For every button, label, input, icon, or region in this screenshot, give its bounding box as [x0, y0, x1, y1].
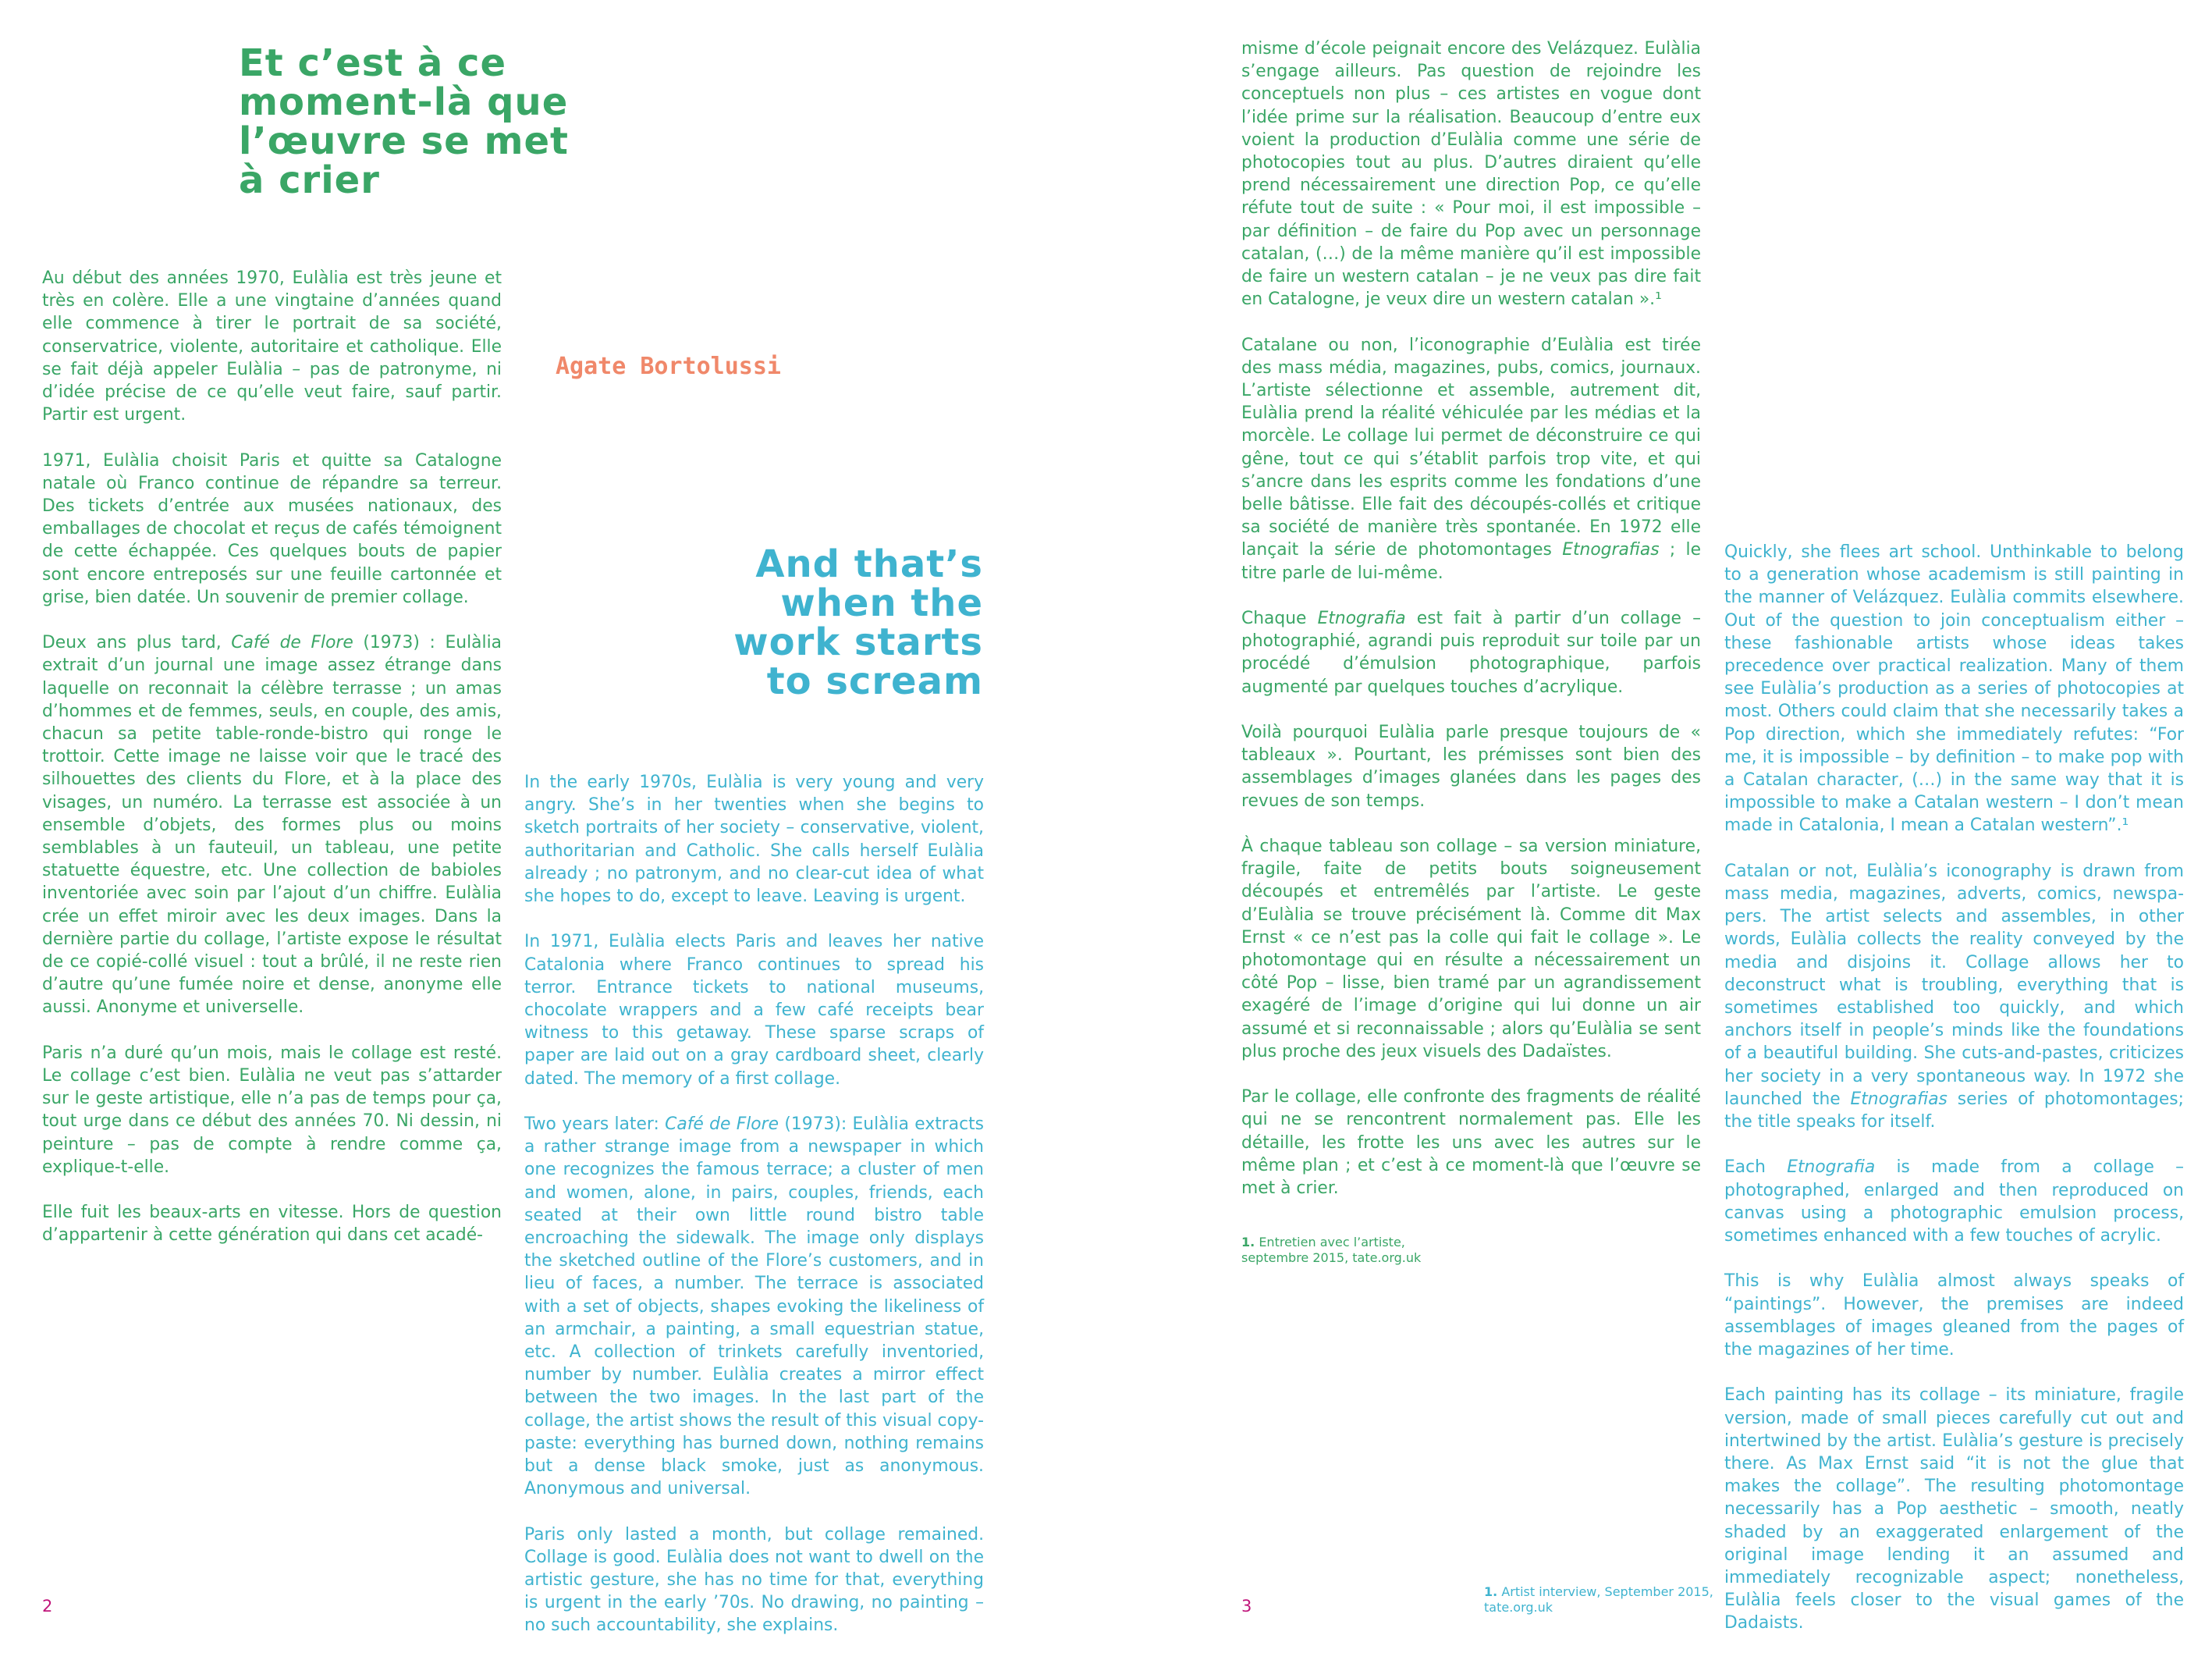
series-title: Etnografia [1787, 1157, 1876, 1178]
title-french-line: moment-là que [239, 80, 569, 124]
title-english [609, 542, 983, 703]
paragraph: Paris n’a duré qu’un mois, mais le collage est resté. Le collage c’est bien. Eulàlia ne veut pas s’attarder sur le geste artistique, elle n’a pas de temps pour ça, tout urge dans ce début des années 70. Ni dessin, ni peinture – pas de compte à rendre comme ça, explique-t-elle. [42, 1043, 502, 1177]
title-english-line: And that’s [755, 542, 983, 586]
title-english-line: to scream [766, 659, 983, 703]
footnote-french [1241, 1235, 1475, 1266]
text-run: est fait à partir d’un collage – photographié, agrandi puis reproduit sur toile par un procédé d’émulsion photographique, parfois augmenté par quelques touches d’acrylique. [1241, 609, 1701, 697]
text-run: (1973): Eulàlia extracts a rather strange image from a newspaper in which one recognizes the famous terrace; a cluster of men and women, alone, in pairs, couples, friends, each seated at their own little round bistro table encroaching the sidewalk. The image only displays the sketched outline of the Flore’s customers, and in lieu of faces, a number. The terrace is associated with a set of objects, shapes evoking the likeliness of an armchair, a painting, a small equestrian statue, etc. A collection of trinkets carefully inventoried, number by number. Eulàlia creates a mirror effect between the two images. In the last part of the collage, the artist shows the result of this visual copy-paste: everything has burned down, nothing remains but a dense black smoke, just as anonymous. Anonymous and universal. [524, 1114, 984, 1499]
paragraph [1724, 860, 2184, 1133]
title-french-line: à crier [239, 158, 380, 202]
text-run: Each [1724, 1157, 1788, 1178]
paragraph: Paris only lasted a month, but collage remained. Collage is good. Eulàlia does not want to dwell on the artistic gesture, she has no time for that, everything is urgent in the early ’70s. No drawing, no painting – no such accountability, she explains. [524, 1524, 984, 1636]
french-column-right [1241, 37, 1701, 1222]
paragraph [1724, 1156, 2184, 1247]
paragraph: Au début des années 1970, Eulàlia est très jeune et très en colère. Elle a une vingtaine d’années quand elle commence à tirer le portrait de sa société, conservatrice, violente, autoritaire et catholique. Elle se fait déjà appeler Eulàlia – pas de patronyme, ni d’idée précise de ce qu’elle veut faire, sauf partir. Partir est urgent. [42, 268, 502, 425]
paragraph: À chaque tableau son collage – sa version miniature, fragile, faite de petits bouts soigneusement découpés et entremêlés par l’artiste. Le geste d’Eulàlia se trouve précisément là. Comme dit Max Ernst « ce n’est pas la colle qui fait le collage ». Le photomontage qui en résulte a nécessairement un côté Pop – lisse, bien tramé par un agrandissement exagéré de l’image d’origine qui lui donne un air assumé et si reconnaissable ; alors qu’Eulàlia se sent plus proche des jeux visuels des Dadaïstes. [1241, 837, 1701, 1061]
paragraph: Elle fuit les beaux-arts en vitesse. Hors de question d’appartenir à cette génération qui dans cet acadé- [42, 1203, 502, 1246]
series-title: Etnografias [1850, 1089, 1947, 1109]
paragraph [1241, 607, 1701, 698]
paragraph: Voilà pourquoi Eulàlia parle presque toujours de « tableaux ». Pourtant, les prémisses sont bien des assemblages d’images glanées dans les pages des revues de son temps. [1241, 723, 1701, 811]
footnote-english [1484, 1584, 1718, 1616]
text-run: (1973) : Eulàlia extrait d’un journal une image assez étrange dans laquelle on reconnait la célèbre terrasse ; un amas d’hommes et de femmes, seuls, en couple, des amis, chacun sa petite table-ronde-bistro qui ronge le trottoir. Cette image ne laisse voir que le tracé des silhouettes des clients du Flore, et à la place des visages, un numéro. La terrasse est associée à un ensemble d’objets, des formes plus ou moins semblables à un fauteuil, un tableau, une petite statuette équestre, etc. Une collection de babioles inventoriée avec soin par l’ajout d’un chiffre. Eulàlia crée un effet miroir avec les deux images. Dans la dernière partie du collage, l’artiste expose le résultat de ce copié-collé visuel : tout a brûlé, il ne reste rien d’autre qu’une fumée noire et dense, anonyme elle aussi. Anonyme et universelle. [42, 633, 502, 1018]
paragraph: Quickly, she flees art school. Unthinkable to belong to a generation whose academism is still painting in the manner of Velázquez. Eulàlia commits elsewhere. Out of the question to join conceptualism either – these fashionable artists whose ideas takes precedence over practical realization. Many of them see Eulàlia’s production as a series of photocopies at most. Others could claim that she necessarily takes a Pop direction, which she immediately refutes: “For me, it is impossible – by definition – to make pop with a Catalan character, (…) in the same way that it is impossible to make a Catalan western – I don’t mean made in Catalonia, I mean a Catalan western”.¹ [1724, 542, 2184, 836]
paragraph: In the early 1970s, Eulàlia is very young and very angry. She’s in her twenties when she begins to sketch portraits of her society – conservative, violent, authoritarian and Catholic. She calls herself Eulàlia already ; no patronym, and no clear-cut idea of what she hopes to do, except to leave. Leaving is urgent. [524, 773, 984, 907]
paragraph: Each painting has its collage – its miniature, fragile version, made of small pieces carefully cut out and intertwined by the artist. Eulàlia’s gesture is precisely there. As Max Ernst said “it is not the glue that makes the collage”. The resulting photomontage necessarily has a Pop aesthetic – smooth, neatly shaded by an exaggerated enlargement of the original image lending it an assumed and immediately recognizable aspect; nonetheless, Eulàlia feels closer to the visual games of the Dadaists. [1724, 1385, 2184, 1633]
text-run: is made from a collage – photographed, enlarged and then reproduced on canvas using a photographic emulsion process, sometimes enhanced with a few touches of acrylic. [1724, 1157, 2184, 1246]
series-title: Etnografias [1562, 540, 1660, 560]
title-french-line: l’œuvre se met [239, 119, 569, 163]
text-run: Catalan or not, Eulàlia’s iconography is drawn from mass media, magazines, adverts, comics, newspapers. The artist selects and assembles, in other words, Eulàlia collects the reality conveyed by the media and disjoins it. Collage allows her to deconstruct what is troubling, everything that is sometimes established too quickly, and which anchors itself in people’s minds like the foundations of a beautiful building. She cuts-and-pastes, criticizes her society in a very spontaneous way. In 1972 she launched the [1724, 861, 2184, 1109]
text-run: Catalane ou non, l’iconographie d’Eulàlia est tirée des mass média, magazines, pubs, comics, journaux. L’artiste sélectionne et assemble, autrement dit, Eulàlia prend la réalité véhiculée par les médias et la morcèle. Le collage lui permet de déconstruire ce qui gêne, tout ce qui s’établit parfois trop vite, et qui s’ancre dans les esprits comme les fondations d’une belle bâtisse. Elle fait des découpés-collés et critique sa société de manière très spontanée. En 1972 elle lançait la série de photomontages [1241, 335, 1701, 560]
paragraph: Par le collage, elle confronte des fragments de réalité qui ne se rencontrent normalement pas. Elle les détaille, les frotte les uns avec les autres sur le même plan ; et c’est à ce moment-là que l’œuvre se met à crier. [1241, 1087, 1701, 1199]
footnote-number: 1. [1241, 1235, 1255, 1249]
title-english-line: when the [780, 581, 983, 625]
paragraph: 1971, Eulàlia choisit Paris et quitte sa Catalogne natale où Franco continue de répandre sa terreur. Des tickets d’entrée aux musées nationaux, des emballages de chocolat et reçus de cafés témoignent de cette échappée. Ces quelques bouts de papier sont encore entreposés sur une feuille cartonnée et grise, bien datée. Un souvenir de premier collage. [42, 450, 502, 607]
author-name: Agate Bortolussi [556, 353, 781, 380]
artwork-title: Café de Flore [231, 633, 353, 653]
paragraph [42, 631, 502, 1018]
paragraph [1241, 334, 1701, 585]
footnote-text: Entretien avec l’artiste, septembre 2015, tate.org.uk [1241, 1235, 1422, 1265]
text-run: series of photomontages; the title speaks for itself. [1724, 1089, 2184, 1132]
series-title: Etnografia [1317, 609, 1406, 629]
page-number-left: 2 [42, 1597, 53, 1616]
title-french [239, 41, 707, 202]
text-run: Two years later: [524, 1114, 666, 1135]
footnote-number: 1. [1484, 1584, 1498, 1599]
paragraph: In 1971, Eulàlia elects Paris and leaves her native Catalonia where Franco continues to spread his terror. Entrance tickets to national museums, chocolate wrappers and a few café receipts bear witness to this getaway. These sparse scraps of paper are laid out on a gray cardboard sheet, clearly dated. The memory of a first collage. [524, 932, 984, 1089]
title-english-line: work starts [733, 620, 983, 664]
footnote-text: Artist interview, September 2015, tate.org.uk [1484, 1584, 1713, 1615]
paragraph: misme d’école peignait encore des Velázquez. Eulàlia s’engage ailleurs. Pas question de rejoindre les conceptuels non plus – ces artistes en vogue dont l’idée prime sur la réalisation. Beaucoup d’entre eux voient la production d’Eulàlia comme une série de photocopies tout au plus. D’autres diraient qu’elle prend nécessairement une direction Pop, ce qu’elle réfute tout de suite : « Pour moi, il est impossible – par définition – de faire du Pop avec un personnage catalan, (…) de la même manière qu’il est impossible de faire un western catalan – je ne veux pas dire fait en Catalogne, je veux dire un western catalan ».¹ [1241, 39, 1701, 310]
paragraph: This is why Eulàlia almost always speaks of “paintings”. However, the premises are indeed assemblages of images gleaned from the pages of the magazines of her time. [1724, 1271, 2184, 1360]
paragraph [524, 1113, 984, 1500]
english-column-left [524, 771, 984, 1660]
text-run: Chaque [1241, 609, 1318, 629]
text-run: ; le titre parle de lui-même. [1241, 540, 1701, 583]
page-number-right: 3 [1241, 1597, 1252, 1616]
title-french-line: Et c’est à ce [239, 41, 507, 85]
english-column-right [1724, 541, 2184, 1658]
french-column-left [42, 267, 502, 1270]
artwork-title: Café de Flore [665, 1114, 779, 1135]
text-run: Deux ans plus tard, [42, 633, 232, 653]
